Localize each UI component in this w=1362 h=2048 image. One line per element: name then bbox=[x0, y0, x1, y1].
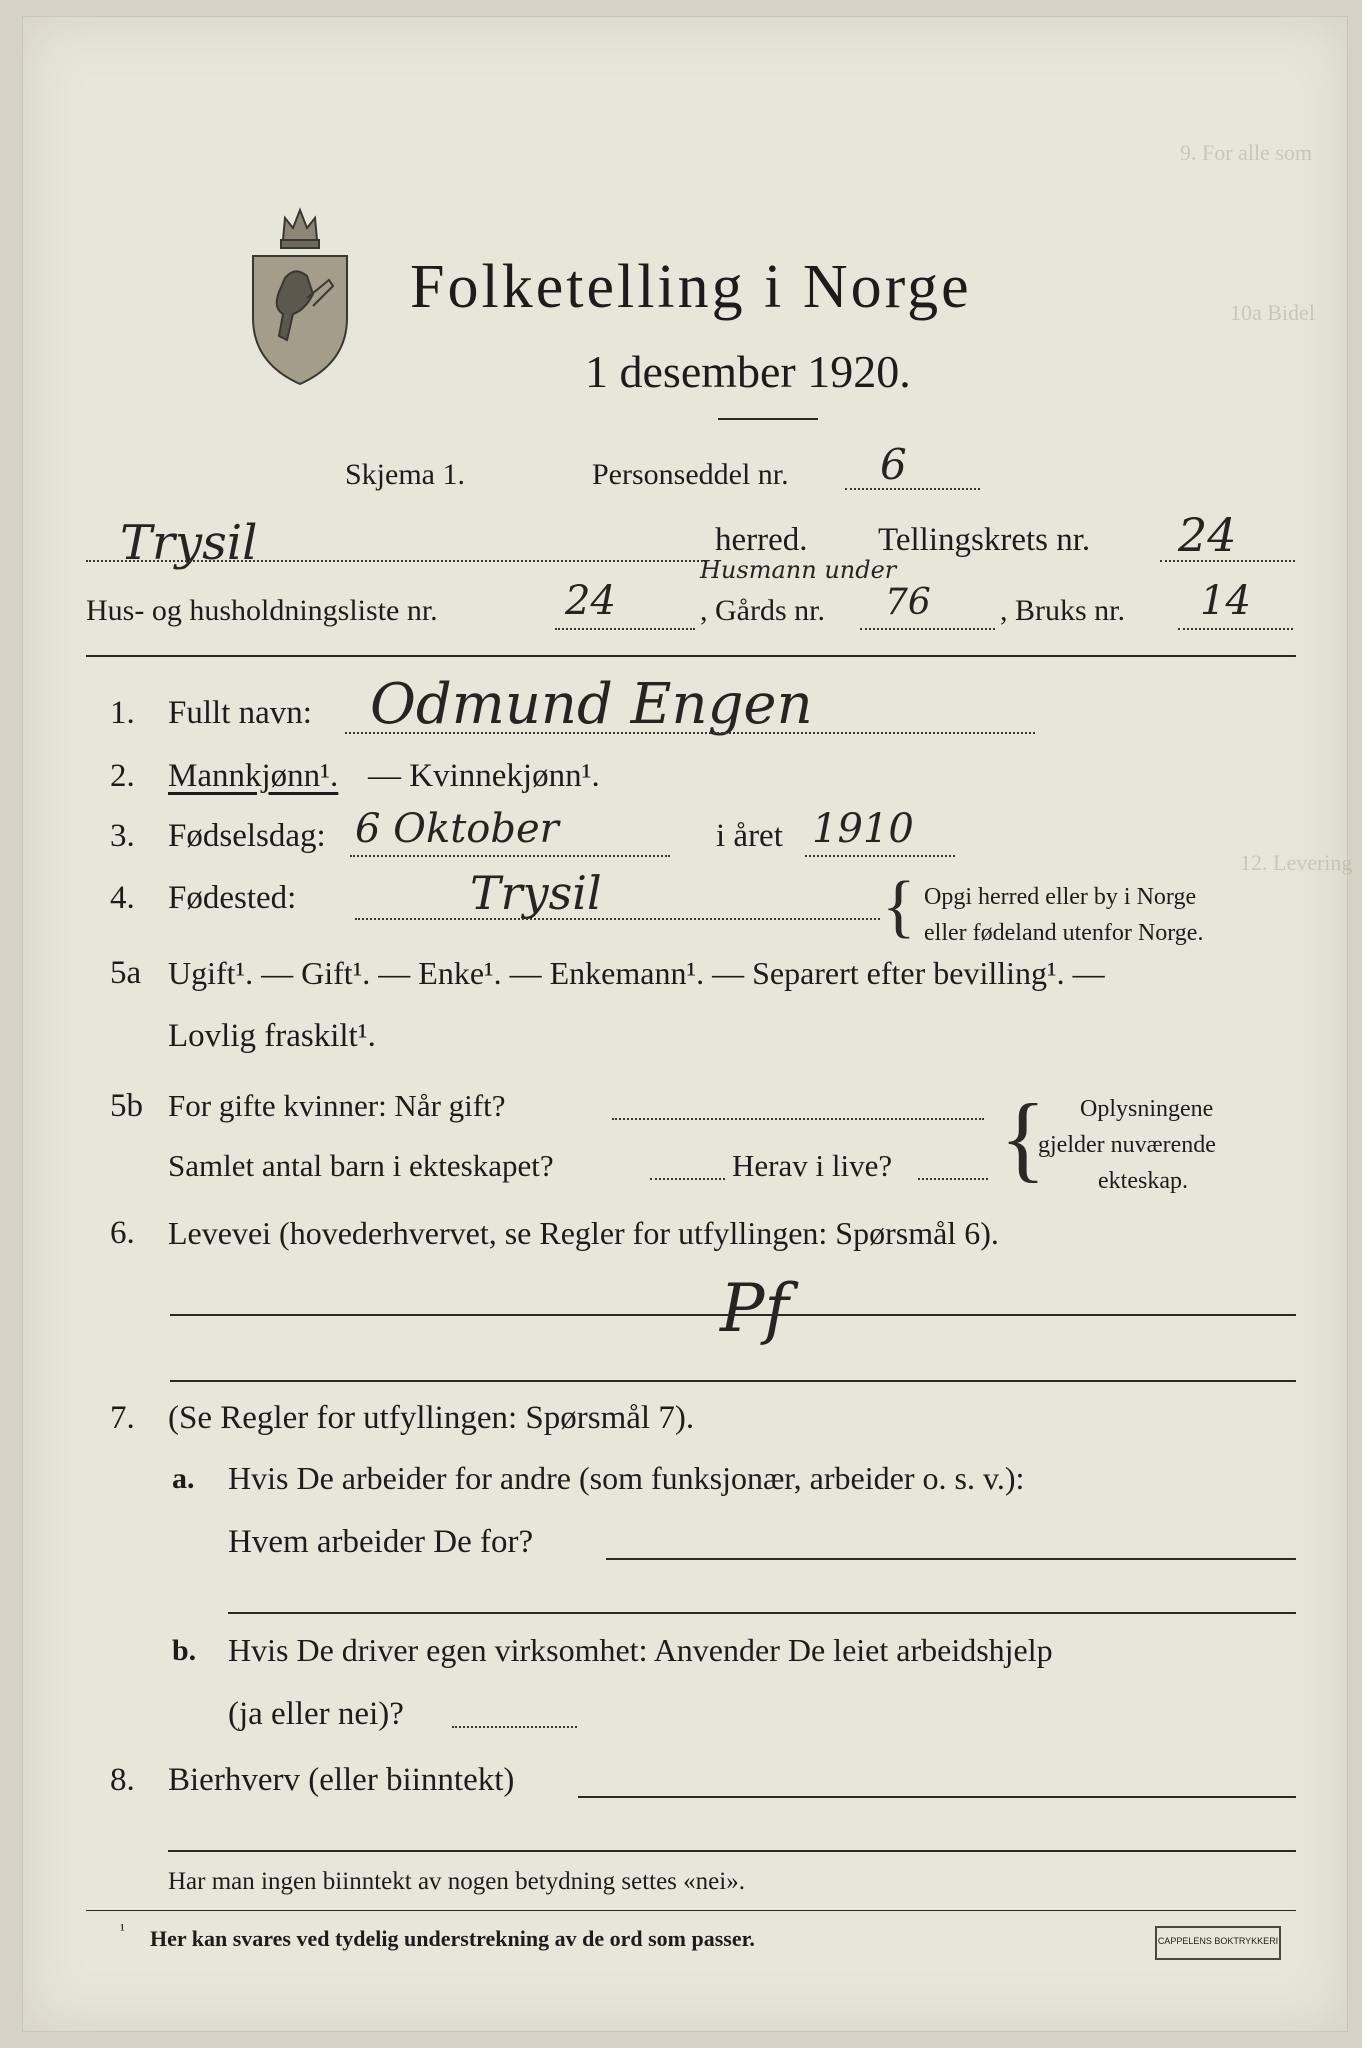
birthplace-field-line bbox=[355, 918, 880, 920]
q6-number: 6. bbox=[110, 1215, 135, 1251]
bruks-label: , Bruks nr. bbox=[1000, 594, 1126, 627]
bleed-through-text: 10a Bidel bbox=[1230, 300, 1315, 325]
q8-label: Bierhverv (eller biinntekt) bbox=[168, 1762, 515, 1798]
q1-label: Fullt navn: bbox=[168, 695, 312, 731]
divorced-option[interactable]: Lovlig fraskilt¹. bbox=[168, 1018, 376, 1054]
no-income-note: Har man ingen biinntekt av nogen betydning settes «nei». bbox=[168, 1868, 745, 1895]
q3-number: 3. bbox=[110, 818, 135, 854]
husholdning-value[interactable]: 24 bbox=[565, 578, 616, 624]
birthplace-value[interactable]: Trysil bbox=[470, 866, 602, 920]
birth-year-field-line bbox=[805, 855, 955, 857]
birthplace-note-line2: eller fødeland utenfor Norge. bbox=[924, 920, 1204, 946]
q5b-note-line1: Oplysningene bbox=[1080, 1096, 1214, 1122]
children-count-field-line bbox=[650, 1178, 725, 1180]
q2-number: 2. bbox=[110, 758, 135, 794]
birthplace-note-line1: Opgi herred eller by i Norge bbox=[924, 884, 1197, 910]
gards-field-line bbox=[860, 628, 995, 630]
q3-label: Fødselsdag: bbox=[168, 818, 326, 854]
employer-field-line-1 bbox=[606, 1558, 1296, 1560]
gender-female-option[interactable]: — Kvinnekjønn¹. bbox=[368, 758, 600, 794]
occupation-line-2 bbox=[170, 1380, 1296, 1382]
q8-number: 8. bbox=[110, 1762, 135, 1798]
date-underline bbox=[718, 418, 818, 420]
q7-label: (Se Regler for utfyllingen: Spørsmål 7). bbox=[168, 1400, 695, 1436]
side-income-field-line-1 bbox=[578, 1796, 1296, 1798]
occupation-value[interactable]: Pf bbox=[720, 1270, 789, 1347]
occupation-line-1 bbox=[170, 1314, 1296, 1316]
hired-help-field-line bbox=[452, 1726, 577, 1728]
q7a-question: Hvis De arbeider for andre (som funksjonær, arbeider o. s. v.): bbox=[228, 1460, 1025, 1496]
q7b-yes-no-label: (ja eller nei)? bbox=[228, 1696, 404, 1732]
birthday-field-line bbox=[350, 855, 670, 857]
q5b-note-line2: gjelder nuværende bbox=[1038, 1132, 1216, 1158]
bruks-field-line bbox=[1178, 628, 1293, 630]
census-date: 1 desember 1920. bbox=[585, 346, 911, 397]
skjema-label: Skjema 1. bbox=[345, 458, 465, 491]
herred-field-line bbox=[86, 560, 706, 562]
q7b-question: Hvis De driver egen virksomhet: Anvender De leiet arbeidshjelp bbox=[228, 1632, 1053, 1668]
husholdning-field-line bbox=[555, 628, 695, 630]
children-alive-label: Herav i live? bbox=[732, 1148, 893, 1183]
coat-of-arms-emblem bbox=[245, 188, 355, 388]
year-label: i året bbox=[716, 818, 783, 854]
q5a-number: 5a bbox=[110, 955, 142, 991]
herred-value[interactable]: Trysil bbox=[120, 515, 258, 571]
bleed-through-text: 9. For alle som bbox=[1180, 140, 1312, 165]
q5b-note-line3: ekteskap. bbox=[1098, 1168, 1188, 1194]
q7-number: 7. bbox=[110, 1400, 135, 1436]
full-name-field-line bbox=[345, 732, 1035, 734]
gards-label: , Gårds nr. bbox=[700, 594, 825, 627]
children-count-label: Samlet antal barn i ekteskapet? bbox=[168, 1148, 554, 1183]
marital-status-options[interactable]: Ugift¹. — Gift¹. — Enke¹. — Enkemann¹. — Separert efter bevilling¹. — bbox=[168, 955, 1105, 991]
married-when-label: For gifte kvinner: Når gift? bbox=[168, 1088, 506, 1123]
birthday-value[interactable]: 6 Oktober bbox=[355, 806, 559, 852]
q5b-number: 5b bbox=[110, 1088, 143, 1124]
personseddel-value[interactable]: 6 bbox=[880, 440, 907, 489]
q1-number: 1. bbox=[110, 695, 135, 731]
q6-label: Levevei (hovederhvervet, se Regler for utfyllingen: Spørsmål 6). bbox=[168, 1215, 999, 1251]
q7a-letter: a. bbox=[172, 1462, 195, 1495]
header-divider bbox=[86, 655, 1296, 657]
personseddel-field-line bbox=[845, 488, 980, 490]
side-income-field-line-2 bbox=[168, 1850, 1296, 1852]
q7a-employer-label: Hvem arbeider De for? bbox=[228, 1524, 534, 1560]
married-when-field-line bbox=[612, 1118, 984, 1120]
bleed-through-text: 12. Levering bbox=[1240, 850, 1353, 875]
q7b-letter: b. bbox=[172, 1634, 197, 1667]
form-title: Folketelling i Norge bbox=[410, 253, 972, 321]
q4-number: 4. bbox=[110, 880, 135, 916]
employer-field-line-2 bbox=[228, 1612, 1296, 1614]
footer-divider bbox=[86, 1910, 1296, 1911]
q4-label: Fødested: bbox=[168, 880, 297, 916]
children-alive-field-line bbox=[918, 1178, 988, 1180]
footnote-marker: ¹ bbox=[120, 1922, 125, 1939]
birth-year-value[interactable]: 1910 bbox=[812, 806, 914, 852]
husholdning-label: Hus- og husholdningsliste nr. bbox=[86, 594, 438, 627]
tellingskrets-value[interactable]: 24 bbox=[1178, 508, 1237, 562]
full-name-value[interactable]: Odmund Engen bbox=[370, 672, 813, 737]
husmann-annotation: Husmann under bbox=[700, 556, 897, 584]
footnote-text: Her kan svares ved tydelig understrekning av de ord som passer. bbox=[150, 1926, 755, 1951]
personseddel-label: Personseddel nr. bbox=[592, 458, 789, 491]
q5b-brace: { bbox=[1000, 1084, 1047, 1191]
tellingskrets-label: Tellingskrets nr. bbox=[878, 522, 1091, 558]
gards-value[interactable]: 76 bbox=[885, 582, 931, 623]
herred-label: herred. bbox=[715, 522, 808, 558]
q4-brace: { bbox=[882, 868, 916, 945]
gender-male-option[interactable]: Mannkjønn¹. bbox=[168, 758, 339, 794]
printer-stamp: CAPPELENS BOKTRYKKERI bbox=[1155, 1926, 1281, 1960]
bruks-value[interactable]: 14 bbox=[1200, 578, 1251, 624]
